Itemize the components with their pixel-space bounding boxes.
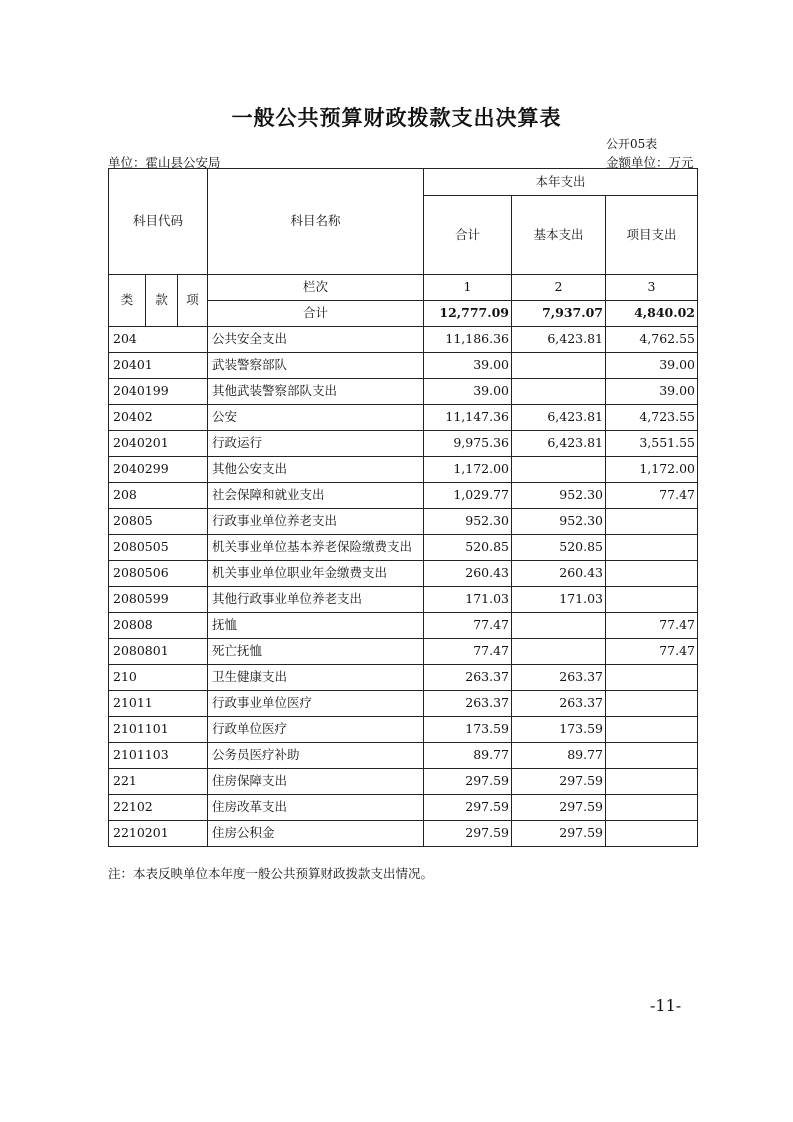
row-project — [606, 821, 698, 847]
expenditure-table — [108, 168, 698, 847]
amount-unit-label: 金额单位：万元 — [606, 155, 694, 170]
table-row — [109, 743, 698, 769]
table-row — [109, 691, 698, 717]
row-name: 机关事业单位基本养老保险缴费支出 — [208, 535, 424, 561]
row-total: 39.00 — [424, 353, 512, 379]
row-code: 2040299 — [109, 457, 208, 483]
row-basic: 6,423.81 — [512, 327, 606, 353]
row-code: 22102 — [109, 795, 208, 821]
row-total: 77.47 — [424, 639, 512, 665]
table-row — [109, 769, 698, 795]
row-total: 520.85 — [424, 535, 512, 561]
row-total: 297.59 — [424, 769, 512, 795]
row-basic — [512, 379, 606, 405]
header-kuan: 款 — [146, 275, 178, 327]
table-row — [109, 483, 698, 509]
row-project — [606, 535, 698, 561]
row-code: 2080801 — [109, 639, 208, 665]
header-total: 合计 — [424, 196, 512, 275]
row-name: 卫生健康支出 — [208, 665, 424, 691]
table-row — [109, 717, 698, 743]
row-basic: 171.03 — [512, 587, 606, 613]
row-code: 2040201 — [109, 431, 208, 457]
row-total: 77.47 — [424, 613, 512, 639]
row-total: 173.59 — [424, 717, 512, 743]
row-basic — [512, 613, 606, 639]
row-basic: 263.37 — [512, 691, 606, 717]
row-name: 住房改革支出 — [208, 795, 424, 821]
row-project: 77.47 — [606, 639, 698, 665]
row-basic: 297.59 — [512, 769, 606, 795]
row-code: 2040199 — [109, 379, 208, 405]
page-title: 一般公共预算财政拨款支出决算表 — [231, 105, 562, 130]
row-name: 公安 — [208, 405, 424, 431]
row-code: 20402 — [109, 405, 208, 431]
row-code: 208 — [109, 483, 208, 509]
row-name: 行政运行 — [208, 431, 424, 457]
row-project: 4,723.55 — [606, 405, 698, 431]
row-name: 住房保障支出 — [208, 769, 424, 795]
row-total: 89.77 — [424, 743, 512, 769]
table-row — [109, 795, 698, 821]
row-total: 260.43 — [424, 561, 512, 587]
row-basic: 173.59 — [512, 717, 606, 743]
row-code: 2080599 — [109, 587, 208, 613]
row-project — [606, 587, 698, 613]
row-project — [606, 743, 698, 769]
table-row — [109, 561, 698, 587]
header-lanci: 栏次 — [208, 275, 424, 301]
row-code: 21011 — [109, 691, 208, 717]
row-name: 公共安全支出 — [208, 327, 424, 353]
row-basic: 263.37 — [512, 665, 606, 691]
table-row — [109, 587, 698, 613]
row-name: 其他武装警察部队支出 — [208, 379, 424, 405]
row-project — [606, 691, 698, 717]
row-project — [606, 717, 698, 743]
row-code: 210 — [109, 665, 208, 691]
table-row — [109, 327, 698, 353]
row-total: 263.37 — [424, 665, 512, 691]
row-code: 221 — [109, 769, 208, 795]
table-row — [109, 405, 698, 431]
table-note: 注：本表反映单位本年度一般公共预算财政拨款支出情况。 — [108, 866, 434, 881]
row-name: 公务员医疗补助 — [208, 743, 424, 769]
row-name: 行政事业单位医疗 — [208, 691, 424, 717]
form-number: 公开05表 — [606, 137, 658, 151]
row-name: 其他公安支出 — [208, 457, 424, 483]
header-col1: 1 — [424, 275, 512, 301]
table-row — [109, 457, 698, 483]
header-col3: 3 — [606, 275, 698, 301]
table-row — [109, 535, 698, 561]
header-xiang: 项 — [178, 275, 208, 327]
row-name: 死亡抚恤 — [208, 639, 424, 665]
row-total: 171.03 — [424, 587, 512, 613]
table-row — [109, 379, 698, 405]
row-basic: 297.59 — [512, 795, 606, 821]
row-total: 9,975.36 — [424, 431, 512, 457]
sum-project: 4,840.02 — [606, 301, 698, 327]
header-col2: 2 — [512, 275, 606, 301]
row-total: 11,147.36 — [424, 405, 512, 431]
row-total: 263.37 — [424, 691, 512, 717]
row-project — [606, 769, 698, 795]
table-row — [109, 665, 698, 691]
row-name: 行政事业单位养老支出 — [208, 509, 424, 535]
row-basic: 952.30 — [512, 509, 606, 535]
row-code: 20805 — [109, 509, 208, 535]
row-project: 39.00 — [606, 353, 698, 379]
row-total: 297.59 — [424, 795, 512, 821]
row-name: 其他行政事业单位养老支出 — [208, 587, 424, 613]
header-basic: 基本支出 — [512, 196, 606, 275]
row-project: 77.47 — [606, 483, 698, 509]
row-code: 2080505 — [109, 535, 208, 561]
table-row — [109, 639, 698, 665]
header-lei: 类 — [109, 275, 146, 327]
row-name: 行政单位医疗 — [208, 717, 424, 743]
row-project — [606, 795, 698, 821]
row-code: 2210201 — [109, 821, 208, 847]
row-code: 2080506 — [109, 561, 208, 587]
table-row — [109, 431, 698, 457]
row-name: 武装警察部队 — [208, 353, 424, 379]
row-basic: 89.77 — [512, 743, 606, 769]
row-total: 11,186.36 — [424, 327, 512, 353]
row-name: 机关事业单位职业年金缴费支出 — [208, 561, 424, 587]
row-total: 297.59 — [424, 821, 512, 847]
table-row — [109, 821, 698, 847]
header-name: 科目名称 — [208, 169, 424, 275]
table-row — [109, 509, 698, 535]
row-project: 1,172.00 — [606, 457, 698, 483]
header-year-expense: 本年支出 — [424, 169, 698, 196]
row-basic — [512, 457, 606, 483]
row-total: 952.30 — [424, 509, 512, 535]
row-basic: 297.59 — [512, 821, 606, 847]
row-total: 39.00 — [424, 379, 512, 405]
row-basic — [512, 639, 606, 665]
row-total: 1,172.00 — [424, 457, 512, 483]
row-code: 204 — [109, 327, 208, 353]
row-project: 77.47 — [606, 613, 698, 639]
unit-label: 单位：霍山县公安局 — [108, 155, 221, 170]
header-code-group: 科目代码 — [109, 169, 208, 275]
page-number: -11- — [650, 996, 682, 1015]
table-row — [109, 613, 698, 639]
row-project — [606, 561, 698, 587]
row-code: 20401 — [109, 353, 208, 379]
sum-total: 12,777.09 — [424, 301, 512, 327]
row-project — [606, 509, 698, 535]
row-basic — [512, 353, 606, 379]
header-project: 项目支出 — [606, 196, 698, 275]
table-row — [109, 353, 698, 379]
row-name: 抚恤 — [208, 613, 424, 639]
row-name: 社会保障和就业支出 — [208, 483, 424, 509]
row-code: 2101103 — [109, 743, 208, 769]
row-basic: 520.85 — [512, 535, 606, 561]
row-total: 1,029.77 — [424, 483, 512, 509]
row-project: 4,762.55 — [606, 327, 698, 353]
sum-basic: 7,937.07 — [512, 301, 606, 327]
row-basic: 6,423.81 — [512, 405, 606, 431]
row-project — [606, 665, 698, 691]
row-project: 39.00 — [606, 379, 698, 405]
row-basic: 260.43 — [512, 561, 606, 587]
row-basic: 952.30 — [512, 483, 606, 509]
sum-label: 合计 — [208, 301, 424, 327]
row-code: 2101101 — [109, 717, 208, 743]
row-project: 3,551.55 — [606, 431, 698, 457]
row-basic: 6,423.81 — [512, 431, 606, 457]
row-code: 20808 — [109, 613, 208, 639]
row-name: 住房公积金 — [208, 821, 424, 847]
